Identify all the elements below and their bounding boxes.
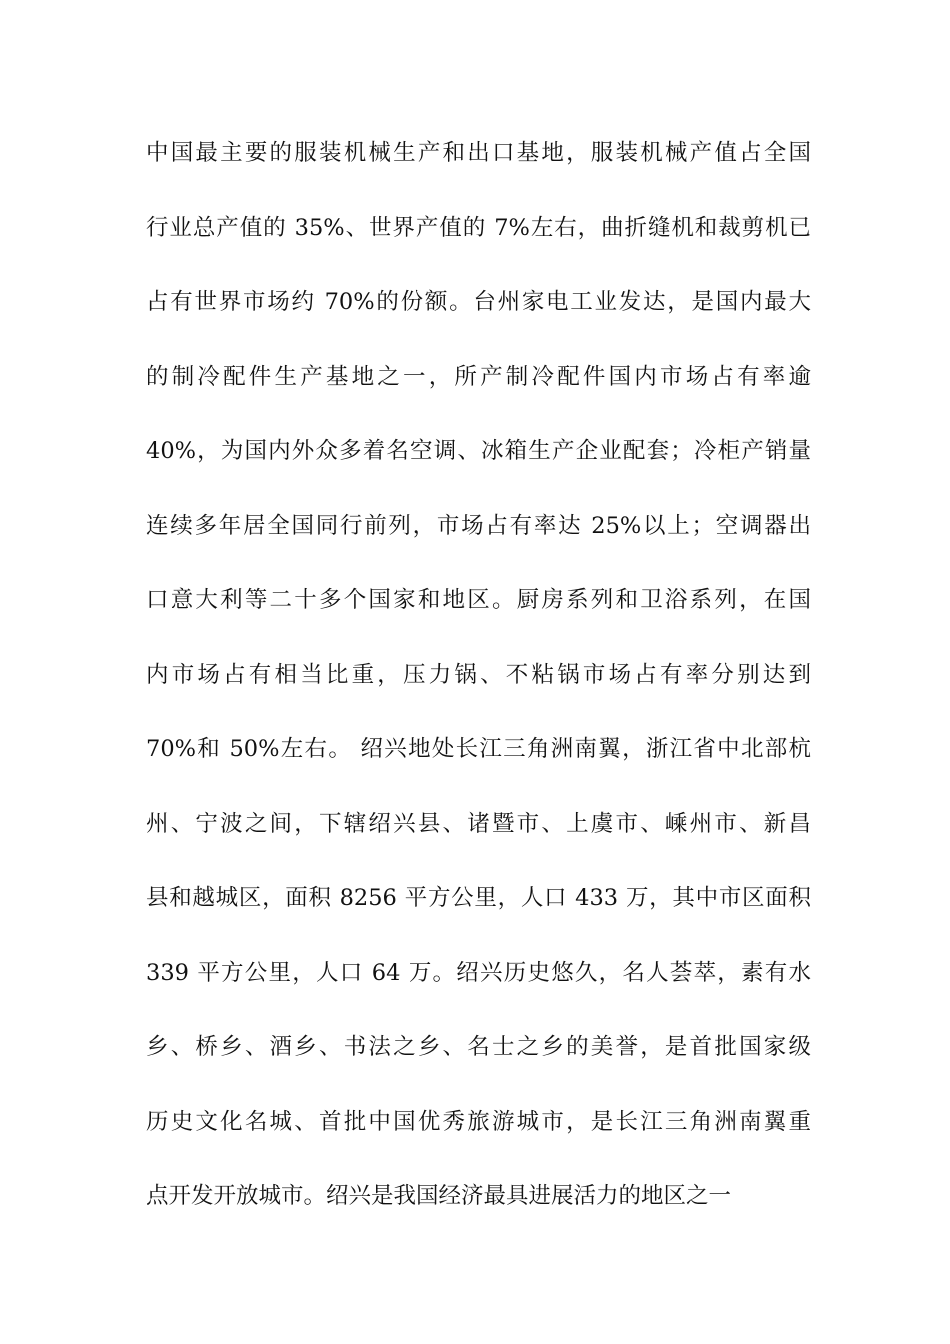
text-line: 70%和 50%左右。 绍兴地处长江三角洲南翼，浙江省中北部杭	[146, 736, 811, 762]
text-line: 县和越城区，面积 8256 平方公里，人口 433 万，其中市区面积	[146, 885, 811, 911]
text-line: 占有世界市场约 70%的份额。台州家电工业发达，是国内最大	[146, 289, 811, 315]
text-line: 40%，为国内外众多着名空调、冰箱生产企业配套；冷柜产销量	[146, 438, 811, 464]
text-line: 乡、桥乡、酒乡、书法之乡、名士之乡的美誉，是首批国家级	[146, 1034, 811, 1060]
text-line: 的制冷配件生产基地之一，所产制冷配件国内市场占有率逾	[146, 363, 811, 390]
text-line: 连续多年居全国同行前列，市场占有率达 25%以上；空调器出	[146, 512, 811, 539]
text-line: 口意大利等二十多个国家和地区。厨房系列和卫浴系列，在国	[146, 587, 811, 613]
body-text	[146, 133, 811, 1251]
text-line: 内市场占有相当比重，压力锅、不粘锅市场占有率分别达到	[146, 661, 811, 688]
text-line: 339 平方公里，人口 64 万。绍兴历史悠久，名人荟萃，素有水	[146, 959, 811, 986]
text-line: 行业总产值的 35%、世界产值的 7%左右，曲折缝机和裁剪机已	[146, 214, 811, 241]
text-line: 中国最主要的服装机械生产和出口基地，服装机械产值占全国	[146, 140, 811, 166]
text-line: 点开发开放城市。绍兴是我国经济最具进展活力的地区之一	[146, 1183, 732, 1209]
text-line: 州、宁波之间，下辖绍兴县、诸暨市、上虞市、嵊州市、新昌	[146, 810, 811, 837]
text-line: 历史文化名城、首批中国优秀旅游城市，是长江三角洲南翼重	[146, 1108, 811, 1135]
